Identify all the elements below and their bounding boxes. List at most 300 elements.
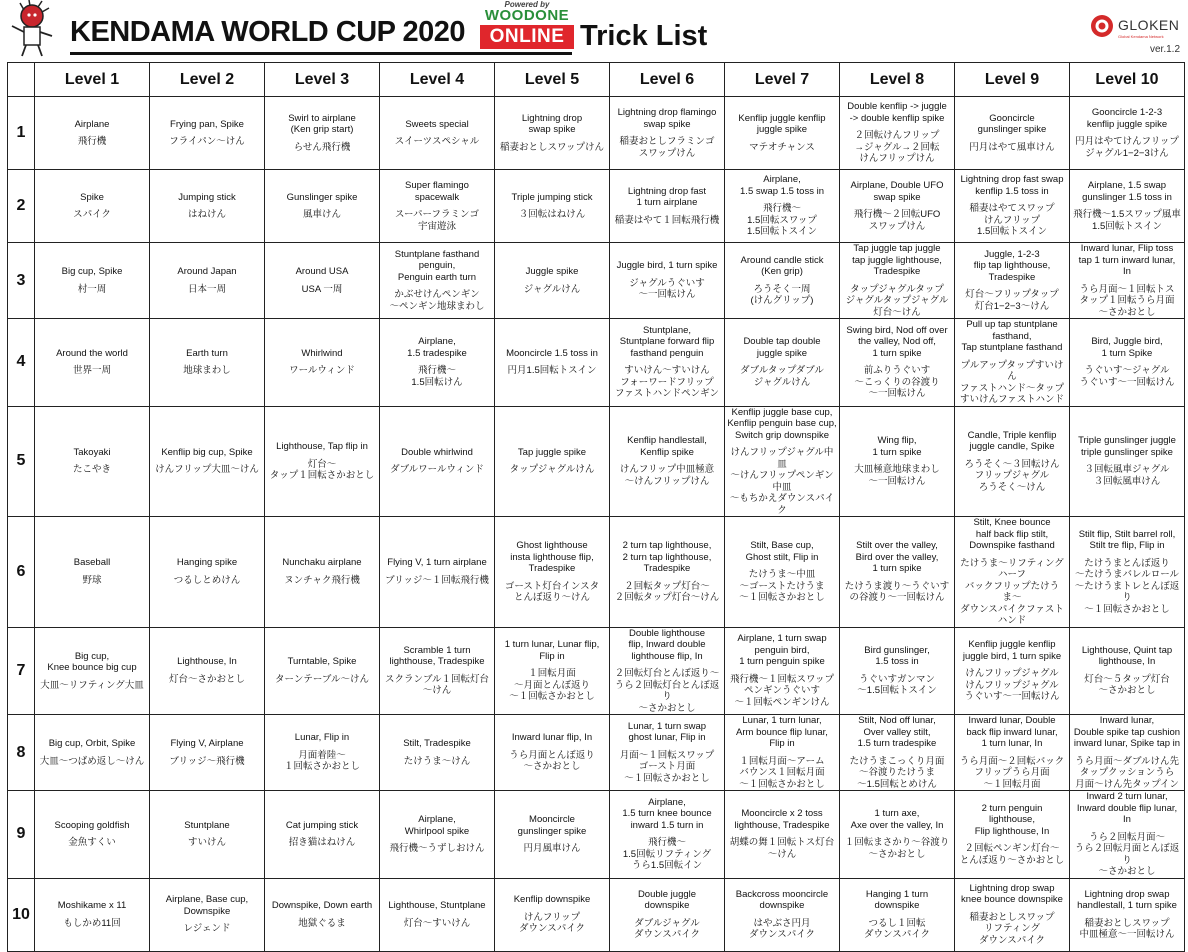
trick-name-en: Lunar, 1 turn swap ghost lunar, Flip in	[627, 720, 707, 744]
trick-name-jp: タップジャグルタップ ジャグルタップジャグル 灯台〜けん	[845, 283, 949, 318]
trick-name-jp: たけうまこっくり月面 〜谷渡りたけうま 〜1.5回転とめけん	[849, 755, 945, 790]
trick-name-jp: 招き猫はねけん	[288, 837, 356, 849]
trick-cell	[495, 715, 610, 791]
trick-name-en: Lightning drop fast 1 turn airplane	[627, 185, 707, 209]
trick-name-en: Airplane, 1.5 swap 1.5 toss in	[740, 174, 824, 197]
trick-name-jp: 世界一周	[72, 365, 111, 377]
trick-cell	[610, 627, 725, 715]
trick-name-en: Airplane, 1.5 turn knee bounce inward 1.5 turn in	[622, 796, 712, 831]
trick-name-jp: はねけん	[187, 209, 226, 220]
trick-cell	[495, 791, 610, 879]
trick-cell	[610, 517, 725, 628]
trick-name-jp: 円月風車けん	[523, 843, 581, 854]
trick-name-jp: マテオチャンス	[749, 141, 815, 153]
trick-name-en: Juggle, 1-2-3 flip tap lighthouse, Tradespike	[973, 248, 1051, 283]
trick-name-jp: 飛行機〜 1.5回転けん	[411, 365, 463, 388]
trick-cell	[150, 791, 265, 879]
trick-cell	[725, 406, 840, 517]
trick-name-jp: かぶせけんペンギン 〜ペンギン地球まわし	[389, 289, 485, 312]
trick-name-en: Airplane, Whirlpool spike	[404, 814, 470, 837]
trick-cell	[35, 715, 150, 791]
trick-name-en: Kenflip juggle base cup, Kenflip penguin base cup, Switch grip downspike	[727, 406, 837, 441]
trick-name-en: Baseball	[73, 557, 111, 569]
trick-cell	[725, 517, 840, 628]
trick-name-jp: たこやき	[72, 464, 111, 476]
trick-cell	[495, 170, 610, 243]
trick-name-en: Lighthouse, Stuntplane	[388, 900, 486, 911]
trick-cell	[725, 170, 840, 243]
trick-name-jp: つるし１回転 ダウンスパイク	[863, 917, 931, 940]
trick-name-jp: うら２回転月面〜 うら２回転月面とんぼ返り 〜さかおとし	[1074, 831, 1180, 877]
trick-name-en: Around candle stick (Ken grip)	[740, 254, 824, 277]
level-header-7: Level 7	[725, 63, 840, 97]
trick-cell	[150, 243, 265, 319]
trick-name-jp: 胡蝶の舞１回転トス灯台 〜けん	[729, 837, 835, 860]
row-number: 3	[8, 243, 35, 319]
trick-name-en: Gooncircle 1-2-3 kenflip juggle spike	[1086, 107, 1168, 130]
trick-cell	[955, 97, 1070, 170]
trick-name-jp: 稲妻おとしスワップ 中皿極意〜一回転けん	[1079, 917, 1175, 940]
trick-name-jp: たけうま渡り〜うぐいす の谷渡り〜一回転けん	[844, 580, 950, 603]
trick-cell	[725, 715, 840, 791]
trick-name-jp: うら月面〜１回転トス タップ１回転うら月面 〜さかおとし	[1079, 283, 1175, 318]
row-number: 8	[8, 715, 35, 791]
trick-name-jp: ダブルタップダブル ジャグルけん	[740, 365, 824, 388]
trick-name-en: Tap juggle spike	[517, 446, 587, 458]
trick-name-jp: ろうそく〜３回転けん フリップジャグル ろうそく〜けん	[964, 458, 1060, 493]
trick-name-en: Big cup, Orbit, Spike	[48, 738, 136, 749]
trick-name-jp: ヌンチャク飛行機	[284, 574, 360, 586]
trick-name-en: Stilt, Knee bounce half back flip stilt, Downspike fasthand	[969, 517, 1055, 551]
trick-cell	[725, 319, 840, 407]
trick-name-jp: 村一周	[77, 283, 107, 295]
trick-name-en: Around the world	[56, 347, 128, 359]
trick-cell	[610, 406, 725, 517]
sponsor-brand: WOODONE	[484, 7, 570, 24]
level-header-3: Level 3	[265, 63, 380, 97]
trick-name-en: Lighthouse, Quint tap lighthouse, In	[1081, 644, 1173, 668]
trick-name-en: Stilt, Base cup, Ghost stilt, Flip in	[745, 540, 819, 563]
trick-name-en: Scramble 1 turn lighthouse, Tradespike	[389, 644, 485, 668]
trick-name-jp: 風車けん	[302, 209, 341, 220]
trick-name-en: Mooncircle x 2 toss lighthouse, Tradespike	[734, 808, 830, 831]
trick-name-en: Lunar, 1 turn lunar, Arm bounce flip lunar, Flip in	[736, 715, 828, 749]
trick-cell	[380, 791, 495, 879]
trick-name-en: Double kenflip -> juggle -> double kenflip spike	[847, 101, 947, 124]
trick-cell	[725, 878, 840, 951]
trick-cell	[380, 627, 495, 715]
trick-cell	[955, 517, 1070, 628]
trick-name-jp: 円月はやてけんフリップ ジャグル1−2−3けん	[1075, 136, 1179, 159]
table-row	[8, 170, 1185, 243]
trick-name-en: Big cup, Spike	[61, 266, 123, 277]
trick-name-jp: 大皿〜つばめ返し〜けん	[39, 755, 145, 767]
row-number: 9	[8, 791, 35, 879]
trick-name-jp: USA 一周	[301, 283, 343, 295]
trick-cell	[495, 97, 610, 170]
trick-name-jp: うぐいす〜ジャグル うぐいす〜一回転けん	[1079, 365, 1175, 388]
trick-name-jp: 円月1.5回転トスイン	[507, 365, 597, 377]
table-row	[8, 243, 1185, 319]
table-row	[8, 878, 1185, 951]
trick-name-en: Lunar, Flip in	[294, 732, 350, 744]
trick-name-en: Flying V, Airplane	[170, 738, 244, 749]
trick-name-jp: 飛行機〜１回転スワップ ペンギンうぐいす 〜１回転ペンギンけん	[729, 673, 835, 708]
version-label: ver.1.2	[1150, 44, 1181, 55]
trick-cell	[610, 319, 725, 407]
trick-name-en: Lighthouse, In	[177, 656, 237, 668]
level-header-10: Level 10	[1070, 63, 1185, 97]
trick-name-jp: 稲妻はやて１回転飛行機	[614, 214, 720, 226]
trick-cell	[1070, 319, 1185, 407]
trick-name-jp: レジェンド	[183, 923, 231, 935]
trick-cell	[1070, 627, 1185, 715]
trick-cell	[35, 878, 150, 951]
trick-cell	[955, 406, 1070, 517]
trick-name-jp: たけうま〜けん	[403, 755, 471, 767]
trick-name-en: Ghost lighthouse insta lighthouse flip, Tradespike	[510, 540, 594, 574]
level-header-6: Level 6	[610, 63, 725, 97]
trick-cell	[840, 878, 955, 951]
trick-name-en: Gooncircle gunslinger spike	[977, 112, 1047, 136]
table-row	[8, 406, 1185, 517]
trick-cell	[265, 170, 380, 243]
trick-name-jp: 飛行機	[77, 136, 107, 147]
trick-name-en: Lighthouse, Tap flip in	[276, 441, 368, 452]
trick-name-jp: すいけん	[187, 837, 226, 849]
trick-name-en: Kenflip juggle kenflip juggle spike	[738, 112, 826, 136]
trick-cell	[495, 406, 610, 517]
trick-cell	[725, 97, 840, 170]
trick-name-jp: ３回転風車ジャグル ３回転風車けん	[1084, 464, 1170, 487]
trick-name-en: Takoyaki	[73, 446, 111, 458]
trick-name-jp: ブリッジ〜飛行機	[169, 755, 245, 767]
trick-name-jp: 灯台〜５タップ灯台 〜さかおとし	[1084, 673, 1170, 697]
trick-cell	[840, 97, 955, 170]
trick-name-en: Stilt flip, Stilt barrel roll, Stilt tre flip, Flip in	[1078, 528, 1176, 551]
trick-name-en: Stilt, Tradespike	[403, 738, 471, 749]
trick-name-jp: 月面〜１回転スワップ ゴースト月面 〜１回転さかおとし	[619, 749, 715, 784]
trick-cell	[495, 319, 610, 407]
trick-name-jp: 灯台〜フリップタップ 灯台1−2−3〜けん	[965, 289, 1059, 312]
trick-name-jp: 飛行機〜 1.5回転リフティング うら1.5回転イン	[622, 837, 712, 872]
trick-name-en: Scooping goldfish	[54, 819, 130, 831]
trick-name-en: Lightning drop fast swap kenflip 1.5 toss in	[960, 174, 1064, 197]
trick-name-en: Airplane, 1 turn swap penguin bird, 1 turn penguin spike	[737, 633, 827, 668]
trick-name-jp: ろうそく一周 (けんグリップ)	[750, 283, 814, 306]
row-number: 1	[8, 97, 35, 170]
trick-name-en: Earth turn	[186, 347, 228, 359]
trick-name-en: Frying pan, Spike	[170, 118, 244, 130]
trick-name-jp: らせん飛行機	[293, 141, 351, 153]
trick-cell	[380, 878, 495, 951]
trick-name-en: Double juggle downspike	[637, 888, 697, 911]
trick-name-jp: けんフリップジャグル けんフリップジャグル うぐいす〜一回転けん	[964, 668, 1060, 702]
trick-cell	[1070, 406, 1185, 517]
trick-name-jp: 灯台〜 タップ１回転さかおとし	[269, 458, 375, 481]
page-header	[0, 0, 1188, 60]
trick-name-en: Inward lunar, Double spike tap cushion inward lunar, Spike tap in	[1073, 715, 1181, 749]
trick-name-jp: ダブルワールウィンド	[390, 464, 484, 476]
trick-cell	[610, 97, 725, 170]
trick-cell	[955, 319, 1070, 407]
level-header-8: Level 8	[840, 63, 955, 97]
trick-name-en: Airplane	[74, 118, 110, 130]
trick-cell	[610, 170, 725, 243]
trick-name-jp: ２回転けんフリップ →ジャグル→２回転 けんフリップけん	[854, 130, 940, 165]
trick-name-en: Downspike, Down earth	[271, 900, 373, 911]
trick-name-jp: けんフリップ中皿極意 〜けんフリップけん	[619, 464, 715, 487]
trick-name-jp: 前ふりうぐいす 〜こっくりの谷渡り 〜一回転けん	[854, 365, 940, 400]
trick-name-en: Double tap double juggle spike	[743, 336, 821, 359]
trick-name-en: Kenflip big cup, Spike	[161, 446, 253, 458]
trick-cell	[380, 243, 495, 319]
trick-name-jp: けんフリップジャグル中皿 〜けんフリップペンギン中皿 〜もちかえダウンスパイク	[729, 447, 835, 516]
trick-name-en: Airplane, Base cup, Downspike	[165, 894, 249, 917]
trick-cell	[1070, 170, 1185, 243]
trick-name-en: Stilt over the valley, Bird over the valley, 1 turn spike	[855, 540, 939, 574]
trick-cell	[610, 791, 725, 879]
trick-name-jp: ダブルジャグル ダウンスパイク	[633, 917, 701, 940]
trick-cell	[265, 97, 380, 170]
trick-table	[7, 62, 1185, 952]
trick-name-jp: フライパン〜けん	[169, 136, 245, 147]
trick-name-en: Super flamingo spacewalk	[405, 180, 469, 203]
trick-cell	[1070, 243, 1185, 319]
trick-name-jp: １回転月面〜アーム バウンス１回転月面 〜１回転さかおとし	[739, 755, 825, 790]
gloken-mark-icon	[1090, 14, 1114, 38]
trick-cell	[725, 791, 840, 879]
trick-name-jp: 野球	[82, 574, 102, 586]
org-name: GLOKEN	[1118, 17, 1180, 33]
trick-name-en: 2 turn tap lighthouse, 2 turn tap lighthouse, Tradespike	[622, 540, 712, 574]
trick-name-jp: もしかめ11回	[63, 917, 121, 929]
trick-cell	[35, 243, 150, 319]
trick-name-jp: 飛行機〜1.5スワップ風車 1.5回転トスイン	[1073, 209, 1181, 232]
trick-name-jp: 飛行機〜 1.5回転スワップ 1.5回転トスイン	[747, 203, 817, 238]
trick-cell	[265, 319, 380, 407]
trick-rows	[8, 97, 1185, 952]
trick-cell	[955, 791, 1070, 879]
trick-name-en: Inward 2 turn lunar, Inward double flip lunar, In	[1076, 791, 1178, 825]
trick-cell	[265, 791, 380, 879]
trick-cell	[35, 406, 150, 517]
trick-name-en: Double lighthouse flip, Inward double lighthouse flip, In	[628, 627, 706, 662]
trick-cell	[150, 170, 265, 243]
trick-name-en: Pull up tap stuntplane fasthand, Tap stuntplane fasthand	[961, 319, 1063, 353]
level-header-1: Level 1	[35, 63, 150, 97]
row-number: 4	[8, 319, 35, 407]
trick-name-jp: ブリッジ〜１回転飛行機	[385, 574, 489, 586]
trick-cell	[725, 243, 840, 319]
trick-name-jp: 地球まわし	[183, 365, 231, 377]
trick-name-jp: つるしとめけん	[173, 574, 241, 586]
trick-name-jp: 稲妻おとしスワップ リフティング ダウンスパイク	[969, 911, 1055, 946]
trick-name-jp: 稲妻はやてスワップ けんフリップ 1.5回転トスイン	[969, 203, 1055, 238]
trick-cell	[840, 319, 955, 407]
trick-name-en: Stuntplane fasthand penguin, Penguin earth turn	[394, 248, 480, 283]
org-tagline: Global Kendama Network	[1118, 34, 1164, 39]
trick-cell	[150, 406, 265, 517]
event-title: KENDAMA WORLD CUP 2020	[70, 16, 466, 48]
trick-name-en: Juggle bird, 1 turn spike	[616, 260, 718, 272]
trick-cell	[1070, 791, 1185, 879]
trick-name-en: Double whirlwind	[401, 446, 473, 458]
trick-cell	[840, 627, 955, 715]
trick-name-jp: ２回転ペンギン灯台〜 とんぼ返り〜さかおとし	[959, 843, 1065, 866]
table-row	[8, 319, 1185, 407]
trick-cell	[35, 517, 150, 628]
trick-name-jp: ジャグルうぐいす 〜一回転けん	[629, 277, 705, 301]
trick-cell	[265, 243, 380, 319]
trick-name-en: Turntable, Spike	[287, 656, 357, 668]
trick-cell	[840, 243, 955, 319]
trick-name-en: Kenflip juggle kenflip juggle bird, 1 turn spike	[962, 639, 1062, 662]
trick-name-en: Swing bird, Nod off over the valley, Nod off, 1 turn spike	[846, 324, 948, 359]
trick-name-jp: うら月面とんぼ返り 〜さかおとし	[509, 749, 595, 773]
row-number: 5	[8, 406, 35, 517]
trick-name-jp: スーパーフラミンゴ 宇宙遊泳	[394, 209, 480, 232]
trick-cell	[265, 406, 380, 517]
trick-cell	[265, 715, 380, 791]
trick-name-jp: けんフリップ大皿〜けん	[155, 464, 259, 476]
trick-name-en: Lightning drop swap knee bounce downspike	[961, 882, 1063, 906]
trick-name-jp: 飛行機〜２回転UFO スワップけん	[853, 209, 941, 232]
row-number: 6	[8, 517, 35, 628]
trick-cell	[725, 627, 840, 715]
trick-cell	[1070, 715, 1185, 791]
trick-name-en: Jumping stick	[178, 191, 236, 203]
trick-cell	[35, 319, 150, 407]
trick-name-jp: たけうま〜中皿 〜ゴーストたけうま 〜１回転さかおとし	[739, 569, 825, 603]
trick-cell	[1070, 878, 1185, 951]
trick-cell	[380, 406, 495, 517]
sponsor-badge	[480, 0, 574, 50]
gloken-logo	[1090, 14, 1186, 44]
trick-name-jp: ２回転灯台とんぼ返り〜 うら２回転灯台とんぼ返り 〜さかおとし	[614, 668, 720, 714]
trick-name-en: Around USA	[295, 266, 349, 277]
trick-name-jp: ゴースト灯台インスタ とんぼ返り〜けん	[504, 580, 600, 603]
trick-name-en: Wing flip, 1 turn spike	[872, 435, 922, 458]
trick-cell	[35, 627, 150, 715]
trick-name-en: Inward lunar, Flip toss tap 1 turn inward lunar, In	[1078, 243, 1176, 277]
level-header-4: Level 4	[380, 63, 495, 97]
trick-cell	[610, 878, 725, 951]
trick-name-jp: けんフリップ ダウンスパイク	[518, 911, 586, 935]
trick-cell	[150, 878, 265, 951]
trick-name-en: Cat jumping stick	[285, 819, 359, 831]
trick-name-en: Mooncircle 1.5 toss in	[506, 347, 598, 359]
trick-name-jp: 金魚すくい	[68, 837, 116, 849]
trick-cell	[610, 243, 725, 319]
trick-name-jp: ジャグルけん	[523, 283, 581, 295]
trick-cell	[495, 878, 610, 951]
trick-name-en: Nunchaku airplane	[282, 557, 362, 569]
trick-name-en: Inward lunar flip, In	[511, 732, 593, 744]
trick-name-en: Inward lunar, Double back flip inward lunar, 1 turn lunar, In	[966, 715, 1058, 749]
trick-name-en: Spike	[80, 191, 104, 203]
title-underline	[70, 52, 572, 55]
trick-cell	[610, 715, 725, 791]
trick-name-en: Tap juggle tap juggle tap juggle lighthouse, Tradespike	[852, 243, 942, 277]
list-title: Trick List	[580, 20, 708, 52]
trick-cell	[840, 715, 955, 791]
trick-name-en: Triple gunslinger juggle triple gunslinger spike	[1078, 435, 1176, 458]
trick-cell	[1070, 97, 1185, 170]
trick-name-en: Kenflip handlestall, Kenflip spike	[627, 435, 707, 458]
trick-cell	[495, 243, 610, 319]
trick-name-jp: 灯台〜さかおとし	[168, 673, 245, 685]
trick-name-jp: たけうまとんぼ返り 〜たけうまバレルロール 〜たけうまトレとんぼ返り 〜１回転さかおとし	[1074, 557, 1180, 615]
trick-cell	[380, 715, 495, 791]
trick-cell	[150, 627, 265, 715]
trick-name-jp: うら月面〜ダブルけん先 タップクッションうら 月面〜けん先タップイン	[1074, 755, 1180, 790]
trick-name-en: Flying V, 1 turn airplane	[387, 557, 487, 569]
trick-name-jp: スイーツスペシャル	[394, 136, 480, 147]
trick-name-jp: 月面着陸〜 １回転さかおとし	[283, 749, 360, 773]
trick-name-en: Kenflip downspike	[513, 894, 591, 906]
trick-name-jp: 灯台〜すいけん	[403, 917, 471, 929]
trick-name-jp: プルアップタップすいけん ファストハンド〜タップ すいけんファストハンド	[959, 359, 1065, 405]
trick-name-jp: うら月面〜２回転バック フリップうら月面 〜１回転月面	[959, 755, 1065, 790]
trick-name-jp: 大皿〜リフティング大皿	[40, 679, 144, 691]
table-row	[8, 627, 1185, 715]
trick-cell	[840, 517, 955, 628]
trick-cell	[495, 627, 610, 715]
trick-name-en: Hanging 1 turn downspike	[865, 888, 929, 911]
trick-name-jp: 稲妻おとしフラミンゴ スワップけん	[619, 136, 715, 159]
table-row	[8, 791, 1185, 879]
level-header-5: Level 5	[495, 63, 610, 97]
table-row	[8, 715, 1185, 791]
trick-cell	[150, 715, 265, 791]
trick-cell	[35, 97, 150, 170]
online-badge: ONLINE	[480, 25, 574, 49]
trick-cell	[150, 319, 265, 407]
trick-name-en: 2 turn penguin lighthouse, Flip lighthouse, In	[974, 802, 1050, 837]
trick-name-jp: スクランブル１回転灯台 〜けん	[384, 673, 490, 697]
trick-name-jp: はやぶさ円月 ダウンスパイク	[748, 917, 816, 940]
trick-cell	[265, 627, 380, 715]
trick-cell	[955, 715, 1070, 791]
trick-name-jp: 地獄ぐるま	[298, 917, 346, 929]
trick-name-en: Mooncircle gunslinger spike	[517, 814, 587, 837]
trick-name-en: Triple jumping stick	[511, 191, 593, 203]
trick-name-en: Bird gunslinger, 1.5 toss in	[864, 644, 930, 668]
trick-name-en: Around Japan	[177, 266, 237, 277]
trick-cell	[955, 627, 1070, 715]
trick-name-en: Lightning drop flamingo swap spike	[617, 107, 717, 130]
trick-cell	[265, 878, 380, 951]
trick-cell	[265, 517, 380, 628]
trick-name-jp: ターンテーブル〜けん	[275, 673, 369, 685]
trick-cell	[840, 406, 955, 517]
level-header-2: Level 2	[150, 63, 265, 97]
trick-name-en: Gunslinger spike	[286, 191, 358, 203]
trick-name-jp: うぐいすガンマン 〜1.5回転トスイン	[857, 673, 937, 697]
trick-name-jp: 円月はやて風車けん	[969, 141, 1055, 153]
trick-cell	[955, 243, 1070, 319]
row-number: 2	[8, 170, 35, 243]
trick-name-jp: タップジャグルけん	[509, 464, 595, 476]
trick-name-en: Sweets special	[405, 118, 469, 130]
sponsor-powered-text: Powered by	[504, 0, 550, 9]
trick-cell	[35, 170, 150, 243]
trick-name-jp: たけうま〜リフティングハーフ バックフリップたけうま〜 ダウンスパイクファストハンド	[960, 557, 1064, 626]
trick-name-en: Airplane, Double UFO swap spike	[850, 180, 944, 203]
table-row	[8, 97, 1185, 170]
trick-cell	[150, 517, 265, 628]
